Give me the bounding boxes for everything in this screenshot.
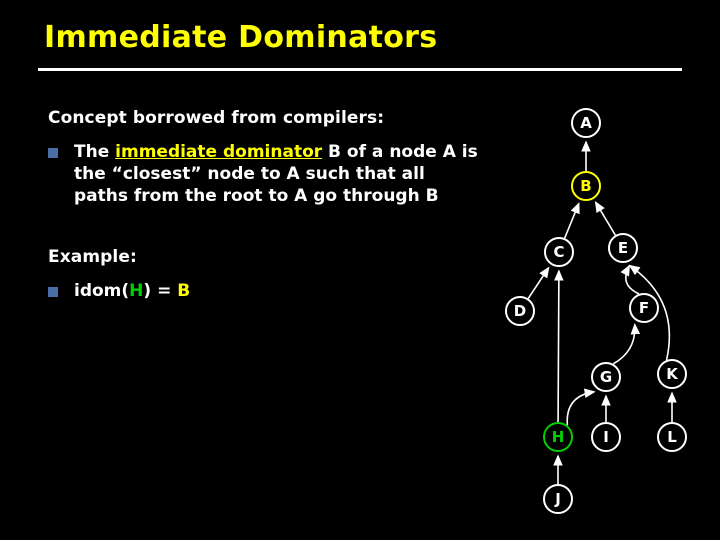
node-label: C bbox=[553, 243, 565, 261]
graph-node-a[interactable] bbox=[572, 109, 600, 137]
bullet-item-definition bbox=[48, 142, 478, 207]
immediate-dominator-link[interactable]: immediate dominator bbox=[115, 142, 323, 162]
definition-text bbox=[74, 142, 478, 207]
square-bullet-icon bbox=[48, 148, 58, 158]
node-label: G bbox=[599, 368, 613, 386]
node-label: J bbox=[555, 490, 561, 508]
page-title: Immediate Dominators bbox=[44, 20, 438, 55]
slide-body bbox=[48, 108, 478, 309]
example-part-equals: ) = bbox=[143, 281, 178, 302]
graph-edge bbox=[528, 268, 548, 299]
graph-nodes bbox=[506, 109, 686, 513]
graph-node-l[interactable] bbox=[658, 423, 686, 451]
graph-edge bbox=[565, 204, 579, 239]
graph-edge bbox=[567, 392, 594, 425]
graph-edge bbox=[596, 202, 616, 235]
node-label: L bbox=[667, 428, 677, 446]
definition-part-1: The bbox=[74, 142, 116, 162]
example-formula bbox=[74, 281, 190, 303]
vertical-spacer bbox=[48, 213, 478, 247]
graph-node-j[interactable] bbox=[544, 485, 572, 513]
node-label: H bbox=[551, 428, 565, 446]
node-label: B bbox=[580, 177, 592, 195]
graph-node-k[interactable] bbox=[658, 360, 686, 388]
graph-node-i[interactable] bbox=[592, 423, 620, 451]
graph-node-f[interactable] bbox=[630, 294, 658, 322]
graph-node-e[interactable] bbox=[609, 234, 637, 262]
node-label: D bbox=[513, 302, 527, 320]
lead-text: Concept borrowed from compilers: bbox=[48, 108, 385, 128]
square-bullet-icon bbox=[48, 287, 58, 297]
node-label: F bbox=[638, 299, 650, 317]
dominator-graph bbox=[460, 96, 710, 536]
example-part-b: B bbox=[177, 281, 191, 302]
graph-svg bbox=[460, 96, 710, 536]
graph-node-b[interactable] bbox=[572, 172, 600, 200]
example-label: Example: bbox=[48, 247, 137, 268]
graph-node-h[interactable] bbox=[544, 423, 572, 451]
graph-node-d[interactable] bbox=[506, 297, 534, 325]
graph-edge bbox=[613, 325, 635, 364]
title-divider bbox=[38, 68, 682, 71]
node-label: A bbox=[580, 114, 592, 132]
graph-node-c[interactable] bbox=[545, 238, 573, 266]
example-part-h: H bbox=[129, 281, 144, 302]
node-label: K bbox=[666, 365, 678, 383]
node-label: E bbox=[617, 239, 629, 257]
node-label: I bbox=[603, 428, 609, 446]
definition-part-3: B of a node A is the “closest” node to A such that all paths from the root to A go through B bbox=[74, 142, 478, 206]
graph-node-g[interactable] bbox=[592, 363, 620, 391]
graph-edge bbox=[558, 271, 559, 422]
example-part-idom-open: idom( bbox=[74, 281, 130, 302]
bullet-item-example bbox=[48, 281, 478, 303]
